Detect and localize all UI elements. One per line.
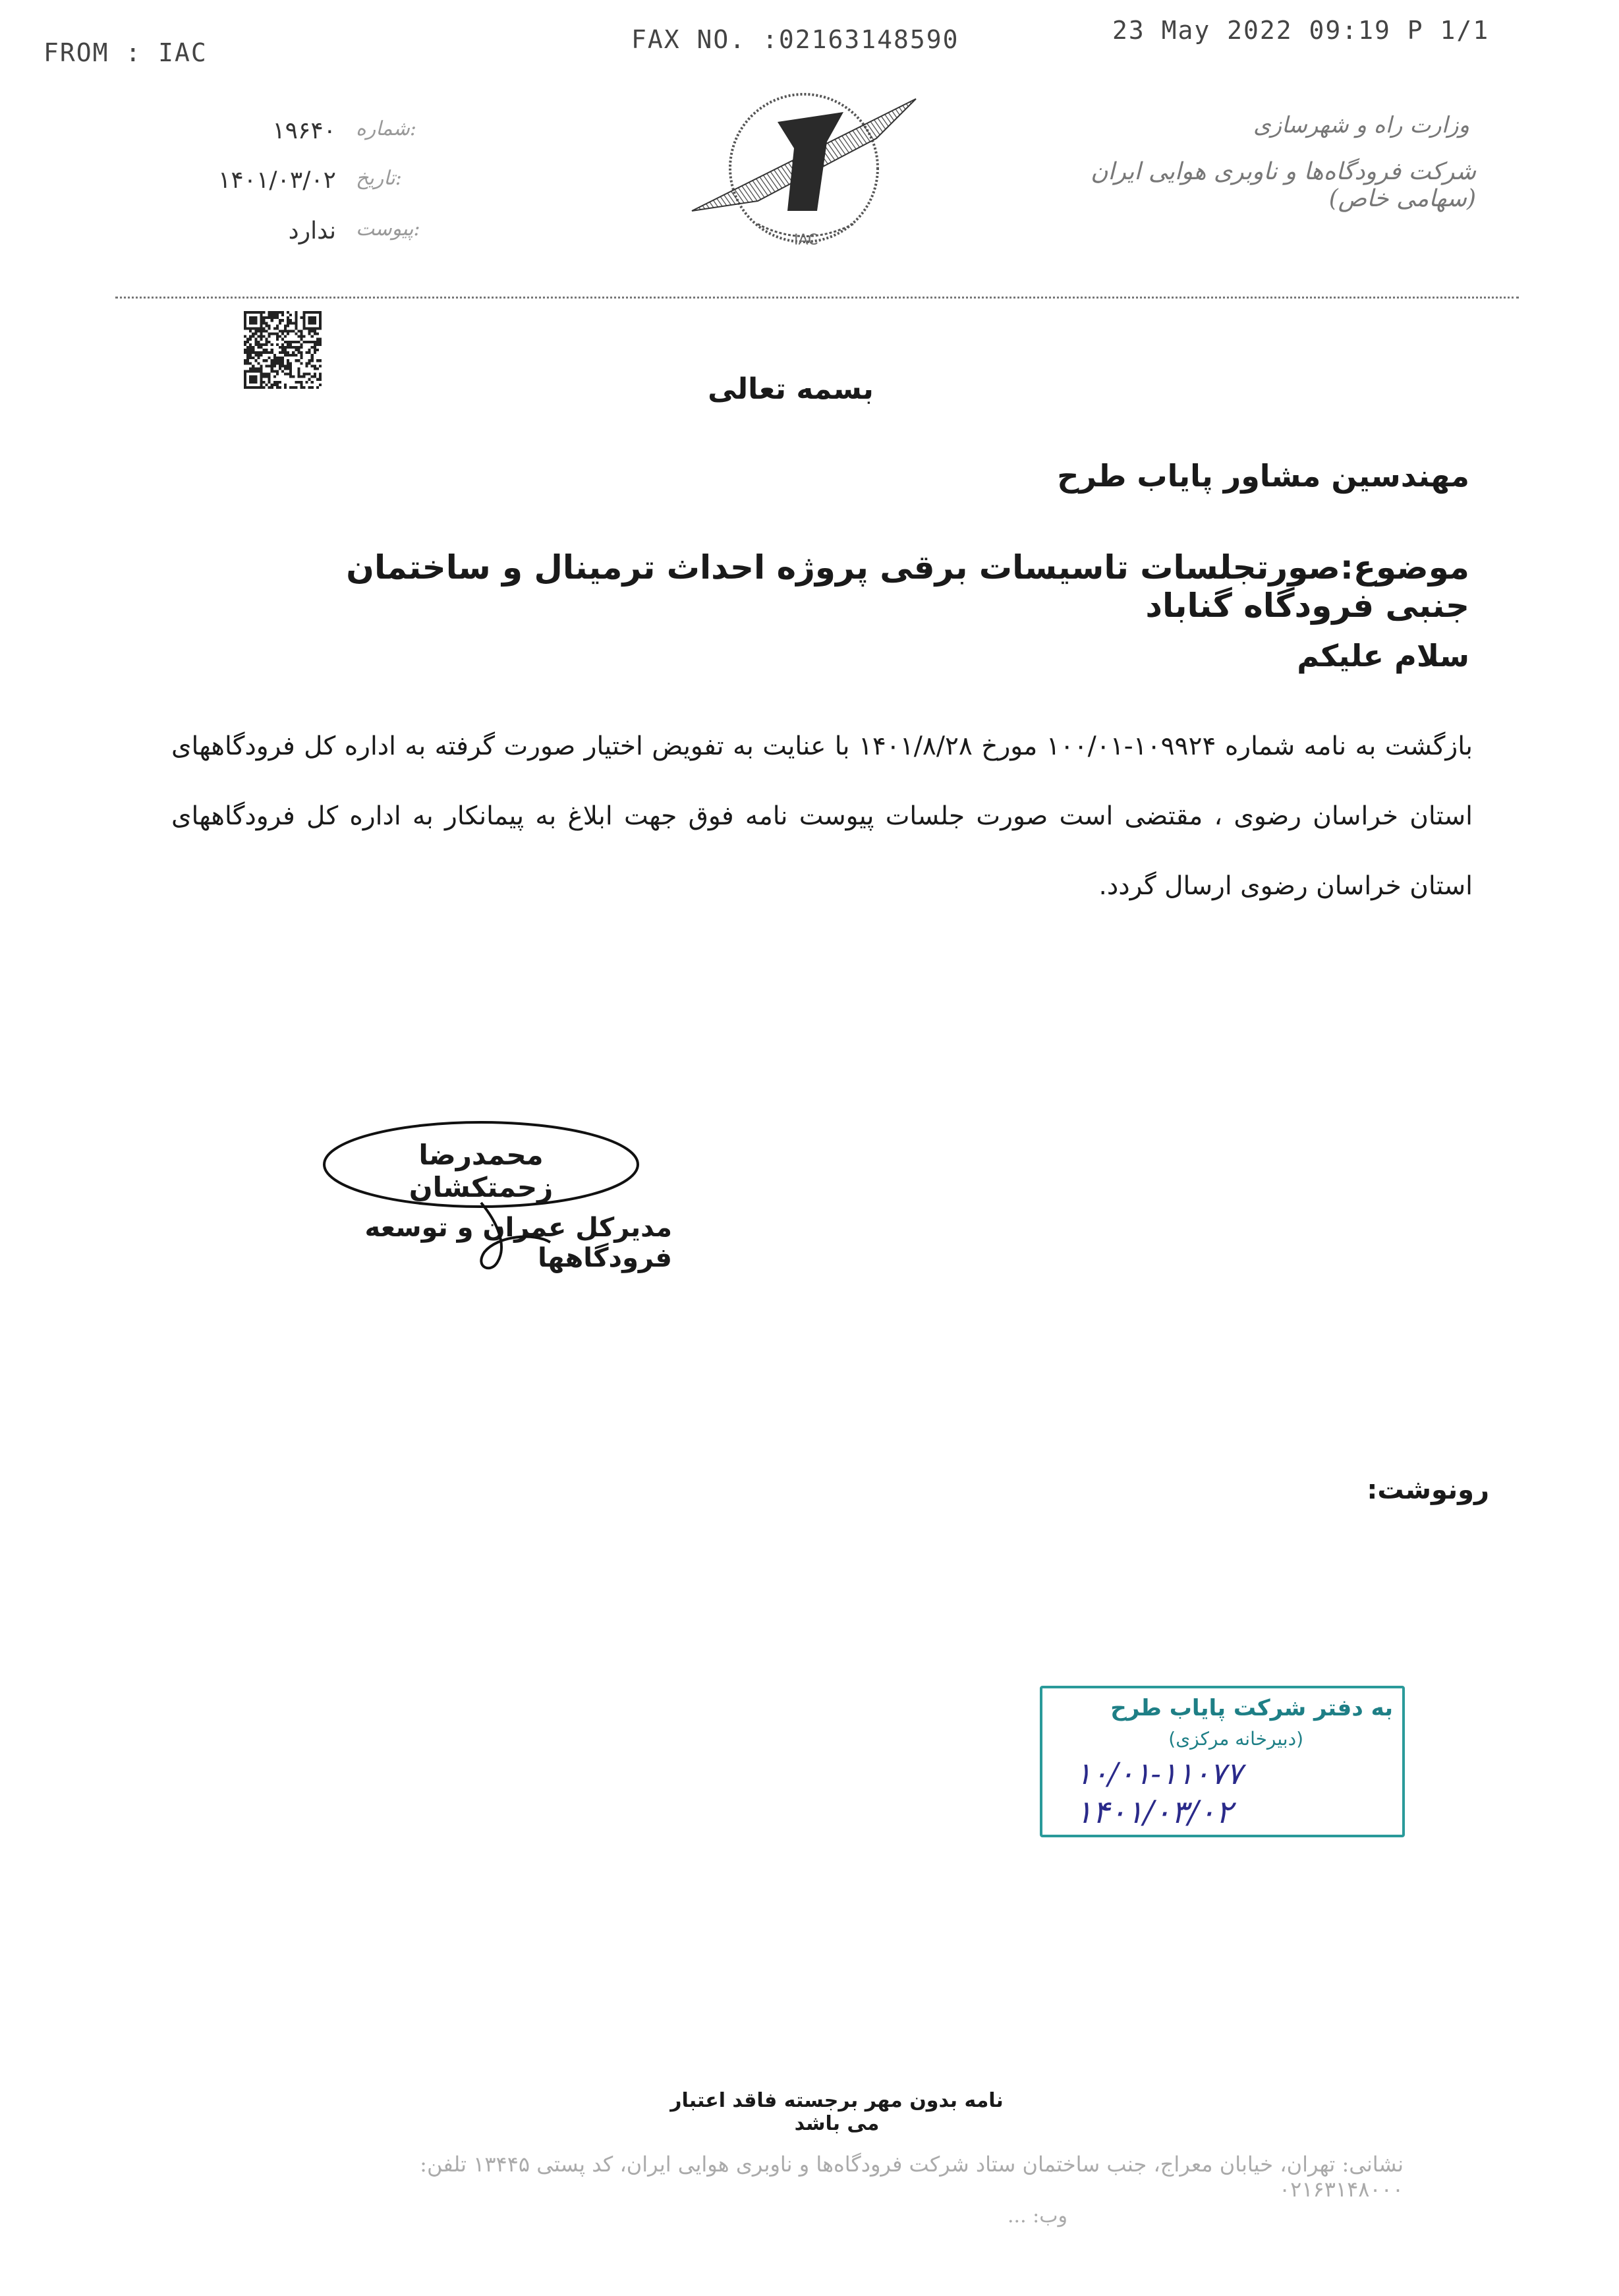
fax-datetime: 23 May 2022 09:19 P 1/1 <box>1112 16 1490 45</box>
letter-number-label: شماره: <box>356 117 416 140</box>
footer-website: وب: ... <box>1008 2204 1067 2227</box>
letter-attachment-label: پیوست: <box>356 217 420 241</box>
letter-attachment: ندارد <box>288 217 336 244</box>
meta-date-row <box>191 167 441 206</box>
receipt-stamp <box>1040 1686 1405 1837</box>
signature-scribble <box>435 1196 593 1275</box>
airport-company-logo <box>679 76 929 260</box>
cc-label: رونوشت: <box>1367 1475 1489 1505</box>
basmala: بسمه تعالی <box>708 372 874 406</box>
signer-title: مدیرکل عمران و توسعه فرودگاهها <box>364 1213 672 1273</box>
footer-address: نشانی: تهران، خیابان معراج، جنب ساختمان ستاد شرکت فرودگاه‌ها و ناوبری هوایی ایران، کد پستی ۱۳۴۴۵ تلفن: ۰۲۱۶۳۱۴۸۰۰۰ <box>420 2152 1404 2202</box>
header-divider <box>115 297 1519 299</box>
greeting: سلام علیکم <box>1297 638 1469 674</box>
svg-text:IAC: IAC <box>794 232 818 248</box>
letter-date-label: تاریخ: <box>356 167 402 190</box>
stamp-recipient: به دفتر شرکت پایاب طرح <box>1110 1695 1393 1721</box>
subject: موضوع:صورتجلسات تاسیسات برقی پروژه احداث ترمینال و ساختمان جنبی فرودگاه گناباد <box>346 548 1469 625</box>
fax-from: FROM : IAC <box>43 38 208 67</box>
letter-date: ۱۴۰۱/۰۳/۰۲ <box>218 167 336 194</box>
stamp-secretariat: (دبیرخانه مرکزی) <box>1168 1728 1303 1750</box>
fax-number: FAX NO. :02163148590 <box>631 25 959 54</box>
stamp-number: ۱۰/۰۱-۱۱۰۷۷ <box>1075 1756 1243 1791</box>
recipient: مهندسین مشاور پایاب طرح <box>1057 458 1469 494</box>
meta-number-row <box>191 117 441 157</box>
qr-code <box>244 311 322 389</box>
org-company: شرکت فرودگاه‌ها و ناوبری هوایی ایران (سهامی خاص) <box>1091 158 1476 212</box>
signer-name: محمدرضا زحمتکشان <box>409 1139 554 1203</box>
stamp-date: ۱۴۰۱/۰۳/۰۲ <box>1075 1794 1233 1831</box>
meta-attachment-row <box>191 217 441 257</box>
letter-number: ۱۹۶۴۰ <box>272 117 336 144</box>
org-ministry: وزارت راه و شهرسازی <box>1253 112 1469 138</box>
footer-note: نامه بدون مهر برجسته فاقد اعتبار می باشد <box>670 2089 1004 2135</box>
letter-body: بازگشت به نامه شماره ۱۰۹۹۲۴-۱۰۰/۰۱ مورخ ۱۴۰۱/۸/۲۸ با عنایت به تفویض اختیار صورت گرفته به اداره کل فرودگاههای استان خراسان رضوی ، مقتضی است صورت جلسات پیوست نامه فوق جهت ابلاغ به پیمانکار به اداره کل فرودگاههای استان خراسان رضوی ارسال گردد. <box>171 732 1473 901</box>
